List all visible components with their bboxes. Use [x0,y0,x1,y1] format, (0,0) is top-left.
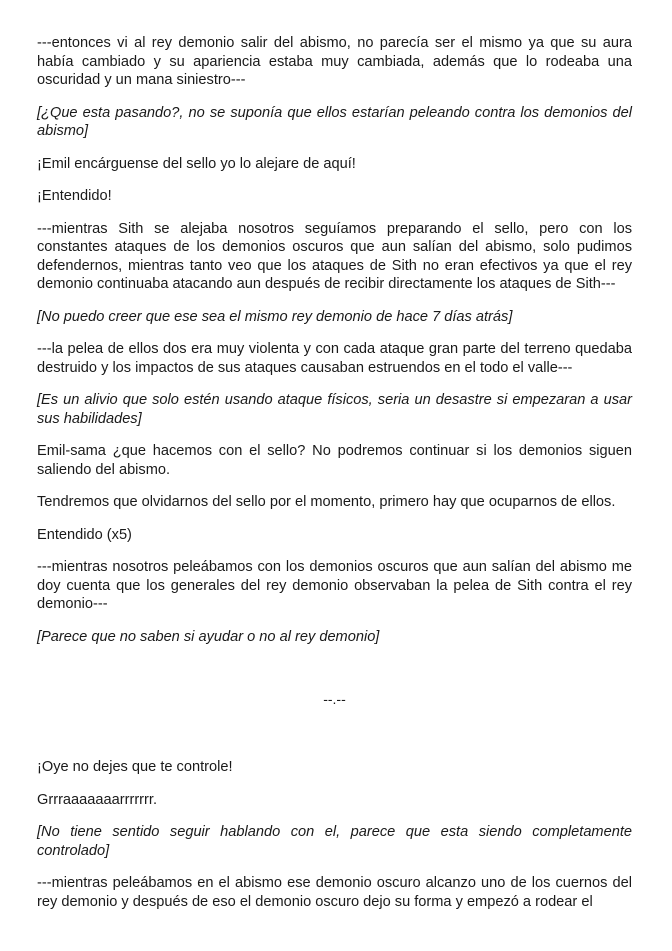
paragraph: ---entonces vi al rey demonio salir del abismo, no parecía ser el mismo ya que su aura había cambiado y su apariencia estaba muy cambiada, además que lo rodeaba una oscuridad y un mana siniestro--- [37,35,632,88]
dialogue-paragraph: Entendido (x5) [37,526,132,543]
thought-paragraph: [Parece que no saben si ayudar o no al rey demonio] [37,628,380,645]
paragraph: ---mientras Sith se alejaba nosotros seguíamos preparando el sello, pero con los constantes ataques de los demonios oscuros que aun salían del abismo, solo pudimos defendernos, mientras tanto veo que los ataques de Sith no eran efectivos ya que el rey demonio continuaba atacando aun después de recibir directamente los ataques de Sith--- [37,220,632,292]
text-block-after [37,758,632,911]
scene-separator: --.-- [323,691,346,707]
dialogue-paragraph: ¡Emil encárguense del sello yo lo alejare de aquí! [37,155,356,172]
paragraph: ---la pelea de ellos dos era muy violenta y con cada ataque gran parte del terreno quedaba destruido y los impactos de sus ataques causaban estruendos en el todo el valle--- [37,341,632,376]
thought-paragraph: [Es un alivio que solo estén usando ataque físicos, seria un desastre si empezaran a usar sus habilidades] [37,392,632,427]
thought-paragraph: [No puedo creer que ese sea el mismo rey demonio de hace 7 días atrás] [37,308,513,325]
thought-paragraph: [¿Que esta pasando?, no se suponía que ellos estarían peleando contra los demonios del abismo] [37,104,632,139]
thought-paragraph: [No tiene sentido seguir hablando con el, parece que esta siendo completamente controlado] [37,824,632,859]
text-block-before [37,34,632,646]
paragraph: ---mientras peleábamos en el abismo ese demonio oscuro alcanzo uno de los cuernos del rey demonio y después de eso el demonio oscuro dejo su forma y empezó a rodear el [37,875,632,910]
dialogue-paragraph: Emil-sama ¿que hacemos con el sello? No podremos continuar si los demonios siguen saliendo del abismo. [37,443,632,478]
dialogue-paragraph: Tendremos que olvidarnos del sello por el momento, primero hay que ocuparnos de ellos. [37,494,616,510]
dialogue-paragraph: ¡Entendido! [37,188,112,204]
paragraph: ---mientras nosotros peleábamos con los demonios oscuros que aun salían del abismo me doy cuenta que los generales del rey demonio observaban la pelea de Sith contra el rey demonio--- [37,559,632,612]
dialogue-paragraph: Grrraaaaaaarrrrrrr. [37,791,158,808]
dialogue-paragraph: ¡Oye no dejes que te controle! [37,759,233,775]
